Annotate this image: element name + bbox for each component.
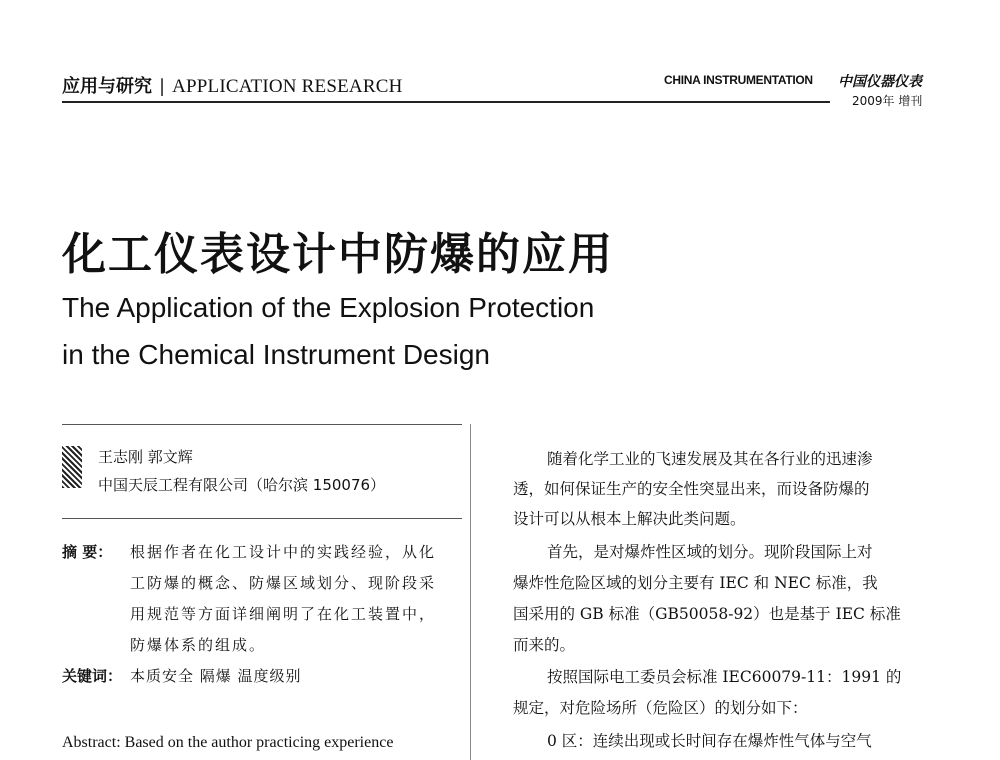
abstract-line: 根据作者在化工设计中的实践经验，从化 <box>130 543 437 561</box>
body-line: 随着化学工业的飞速发展及其在各行业的迅速渗 <box>547 450 873 468</box>
section-title-cn: 应用与研究 <box>62 76 152 97</box>
article-title-en-line-1: The Application of the Explosion Protection <box>62 292 595 323</box>
keywords-label: 关键词： <box>62 667 123 685</box>
abstract-label: 摘 要： <box>62 543 113 561</box>
header-rule <box>62 101 830 103</box>
body-line: 国采用的 GB 标准（GB50058-92）也是基于 IEC 标准 <box>513 605 901 623</box>
body-line: 设计可以从根本上解决此类问题。 <box>513 510 746 528</box>
section-header <box>62 72 403 98</box>
body-line: 而来的。 <box>513 636 576 654</box>
abstract-line: 防爆体系的组成。 <box>130 636 267 654</box>
section-separator: | <box>159 76 166 97</box>
abstract-line: 工防爆的概念、防爆区域划分、现阶段采 <box>130 574 437 592</box>
body-line: 规定，对危险场所（危险区）的划分如下： <box>513 699 808 717</box>
keywords: 本质安全 隔爆 温度级别 <box>130 667 302 685</box>
info-box-top-rule <box>62 424 462 425</box>
article-title-cn: 化工仪表设计中防爆的应用 <box>62 229 614 280</box>
author-marker-icon <box>62 446 82 488</box>
info-box-mid-rule <box>62 518 462 519</box>
author-affiliation: 中国天辰工程有限公司（哈尔滨 150076） <box>98 476 386 494</box>
column-divider <box>470 424 471 760</box>
abstract-line: 用规范等方面详细阐明了在化工装置中， <box>130 605 437 623</box>
body-line: 爆炸性危险区域的划分主要有 IEC 和 NEC 标准，我 <box>513 574 878 592</box>
body-line: 透，如何保证生产的安全性突显出来，而设备防爆的 <box>513 480 870 498</box>
journal-issue: 2009年 增刊 <box>852 94 923 108</box>
journal-name-cn: 中国仪器仪表 <box>838 74 922 90</box>
article-title-en-line-2: in the Chemical Instrument Design <box>62 339 490 370</box>
journal-name-en: CHINA INSTRUMENTATION <box>664 73 813 87</box>
abstract-en: Abstract: Based on the author practicing experience <box>62 734 394 751</box>
body-line: 0 区：连续出现或长时间存在爆炸性气体与空气 <box>547 732 872 750</box>
author-names: 王志刚 郭文辉 <box>98 448 193 466</box>
section-title-en: APPLICATION RESEARCH <box>172 76 403 97</box>
body-line: 首先，是对爆炸性区域的划分。现阶段国际上对 <box>547 543 873 561</box>
body-line: 按照国际电工委员会标准 IEC60079-11：1991 的 <box>547 668 902 686</box>
